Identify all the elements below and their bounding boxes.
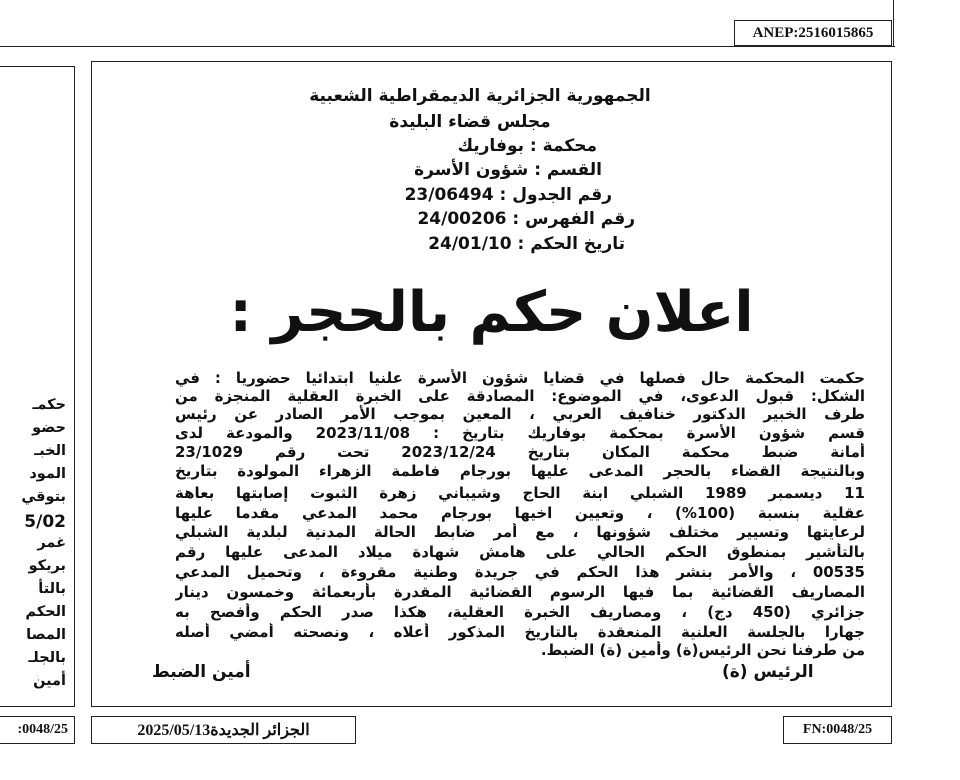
neighbour-fragment: المصا (26, 627, 66, 643)
section-line: القسم : شؤون الأسرة (414, 160, 602, 180)
neighbour-fragment: بالتأ (38, 581, 66, 597)
body-line: جزائري (450 دج) ، ومصاريف الخبرة العقلية، هكذا صدر الحكم وأفصح به (175, 603, 865, 621)
left-footer-reference: :0048/25 (0, 716, 75, 744)
clerk-signature: أمين الضبط (152, 662, 251, 682)
body-line: عقلية بنسبة (100%) ، وتعيين اخيها بورجام محمد المدعي مقدما عليها (175, 504, 865, 522)
court-line: محكمة : بوفاريك (457, 136, 597, 156)
neighbour-column (0, 66, 75, 707)
body-line: قسم شؤون الأسرة بمحكمة بوفاريك بتاريخ : 2023/11/08 والمودعة لدى (175, 424, 865, 442)
fn-reference: FN:0048/25 (783, 716, 892, 744)
body-line: بالتأشير بمنطوق الحكم الحالي على هامش شهادة ميلاد المدعى عليها رقم (175, 543, 865, 561)
body-line: حكمت المحكمة حال فصلها في قضايا شؤون الأسرة علنيا ابتدائيا حضوريا : في (175, 369, 865, 387)
top-border-line (0, 46, 895, 47)
neighbour-fragment: حضو (32, 420, 66, 436)
council-heading: مجلس قضاء البليدة (389, 112, 551, 132)
neighbour-fragment: غمر (37, 535, 66, 551)
body-line: المصاريف القضائية بما فيها الرسوم القضائية المقدرة بأربعمائة وخمسون دينار (175, 583, 865, 601)
body-line: طرف الخبير الدكتور خنافيف العربي ، المعين بموجب الأمر الصادر عن رئيس (175, 405, 865, 423)
neighbour-fragment: 5/02 (24, 512, 66, 532)
body-line: لرعايتها وتسيير مختلف شؤونها ، مع أمر ضابط الحالة المدنية لبلدية الشبلي (175, 523, 865, 541)
body-line: جهارا بالجلسة العلنية المنعقدة بالتاريخ المذكور أعلاه ، ونصحته أمضي أصله (175, 623, 865, 641)
announcement-title: اعلان حكم بالحجر : (229, 280, 754, 345)
body-line: 00535 ، والأمر بنشر هذا الحكم في جريدة وطنية مقروءة ، وتحميل المدعي (175, 563, 865, 581)
body-line: من طرفنا نحن الرئيس(ة) وأمين (ة) الضبط. (540, 641, 865, 659)
neighbour-fragment: أمين (33, 673, 66, 689)
body-line: أمانة ضبط محكمة المكان بتاريخ 2023/12/24 تحت رقم 23/1029 (175, 443, 865, 461)
neighbour-fragment: الخبـ (34, 443, 66, 459)
judgment-date-line: تاريخ الحكم : 24/01/10 (428, 234, 625, 254)
body-line: الشكل: قبول الدعوى، في الموضوع: المصادقة على الخبرة العقلية المنجزة من (175, 387, 865, 405)
body-line: 11 ديسمبر 1989 الشبلي ابنة الحاج وشيباني زهرة الثبوت إصابتها بعاهة (175, 484, 865, 502)
neighbour-fragment: حكمـ (32, 397, 66, 413)
neighbour-fragment: بالجلـ (28, 650, 66, 666)
table-number-line: رقم الجدول : 23/06494 (404, 185, 612, 205)
anep-reference: ANEP:2516015865 (734, 20, 892, 46)
top-right-border-line (893, 0, 894, 47)
index-number-line: رقم الفهرس : 24/00206 (417, 209, 635, 229)
neighbour-fragment: بريكو (28, 558, 66, 574)
newspaper-date: الجزائر الجديدة2025/05/13 (91, 716, 356, 744)
neighbour-fragment: المود (29, 466, 66, 482)
president-signature: الرئيس (ة) (722, 662, 814, 682)
body-line: وبالنتيجة القضاء بالحجر المدعى عليها بورجام فاطمة الزهراء المولودة بتاريخ (175, 462, 865, 480)
neighbour-fragment: الحكم (25, 604, 66, 620)
neighbour-fragment: بتوقي (21, 489, 66, 505)
republic-heading: الجمهورية الجزائرية الديمقراطية الشعبية (309, 86, 651, 106)
